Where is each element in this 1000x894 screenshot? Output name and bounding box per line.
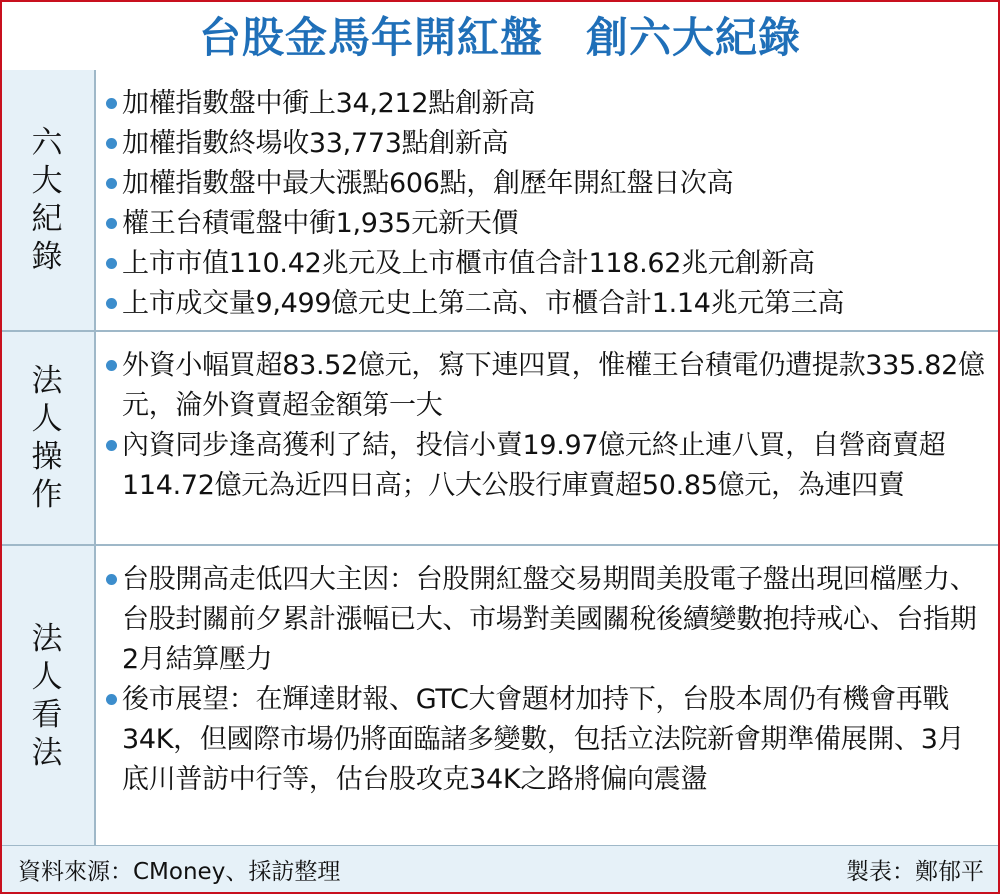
section-content xyxy=(96,70,998,330)
source-note: 資料來源：CMoney、採訪整理 xyxy=(18,858,341,885)
section-label xyxy=(2,70,96,330)
section-label-line2: 紀錄 xyxy=(31,201,65,275)
section-label-line2: 看法 xyxy=(31,696,65,771)
section-label xyxy=(2,546,96,845)
list-item-text: 加權指數盤中最大漲點606點，創歷年開紅盤日次高 xyxy=(122,168,734,199)
bullet-icon xyxy=(106,694,117,705)
section-records xyxy=(2,70,998,332)
section-label xyxy=(2,332,96,544)
list-item xyxy=(104,680,988,800)
list-item xyxy=(104,164,988,204)
bullet-icon xyxy=(106,178,117,189)
list-item-text: 加權指數終場收33,773點創新高 xyxy=(122,128,509,159)
section-institutional-trading xyxy=(2,332,998,546)
bullet-icon xyxy=(106,298,117,309)
bullet-icon xyxy=(106,574,117,585)
section-label-line1: 法人 xyxy=(31,620,65,695)
list-item-text: 內資同步逢高獲利了結，投信小賣19.97億元終止連八買，自營商賣超114.72億元為近四日高；八大公股行庫賣超50.85億元，為連四賣 xyxy=(122,430,946,501)
list-item-text: 後市展望：在輝達財報、GTC大會題材加持下，台股本周仍有機會再戰34K，但國際市場仍將面臨諸多變數，包括立法院新會期準備展開、3月底川普訪中行等，估台股攻克34K之路將偏向震盪 xyxy=(122,684,965,795)
list-item xyxy=(104,84,988,124)
section-institutional-views xyxy=(2,546,998,846)
author-credit: 製表：鄭郁平 xyxy=(846,858,984,885)
records-table xyxy=(2,70,998,846)
list-item xyxy=(104,346,988,426)
list-item-text: 上市市值110.42兆元及上市櫃市值合計118.62兆元創新高 xyxy=(122,248,815,279)
footer xyxy=(2,846,998,892)
list-item xyxy=(104,426,988,506)
bullet-icon xyxy=(106,360,117,371)
page-title: 台股金馬年開紅盤 創六大紀錄 xyxy=(198,13,801,62)
list-item-text: 台股開高走低四大主因：台股開紅盤交易期間美股電子盤出現回檔壓力、台股封關前夕累計漲幅已大、市場對美國關稅後續變數抱持戒心、台指期2月結算壓力 xyxy=(122,564,977,675)
section-label-line2: 操作 xyxy=(31,439,65,513)
list-item xyxy=(104,560,988,680)
section-label-line1: 六大 xyxy=(31,125,65,199)
bullet-icon xyxy=(106,258,117,269)
section-content xyxy=(96,332,998,544)
list-item xyxy=(104,204,988,244)
list-item xyxy=(104,244,988,284)
bullet-icon xyxy=(106,218,117,229)
bullet-icon xyxy=(106,138,117,149)
list-item-text: 外資小幅買超83.52億元，寫下連四買，惟權王台積電仍遭提款335.82億元，淪外資賣超金額第一大 xyxy=(122,350,985,421)
section-content xyxy=(96,546,998,845)
list-item-text: 權王台積電盤中衝1,935元新天價 xyxy=(122,208,519,239)
bullet-icon xyxy=(106,440,117,451)
list-item-text: 上市成交量9,499億元史上第二高、市櫃合計1.14兆元第三高 xyxy=(122,288,845,319)
section-label-line1: 法人 xyxy=(31,363,65,437)
list-item xyxy=(104,124,988,164)
bullet-icon xyxy=(106,98,117,109)
list-item xyxy=(104,284,988,324)
list-item-text: 加權指數盤中衝上34,212點創新高 xyxy=(122,88,536,119)
